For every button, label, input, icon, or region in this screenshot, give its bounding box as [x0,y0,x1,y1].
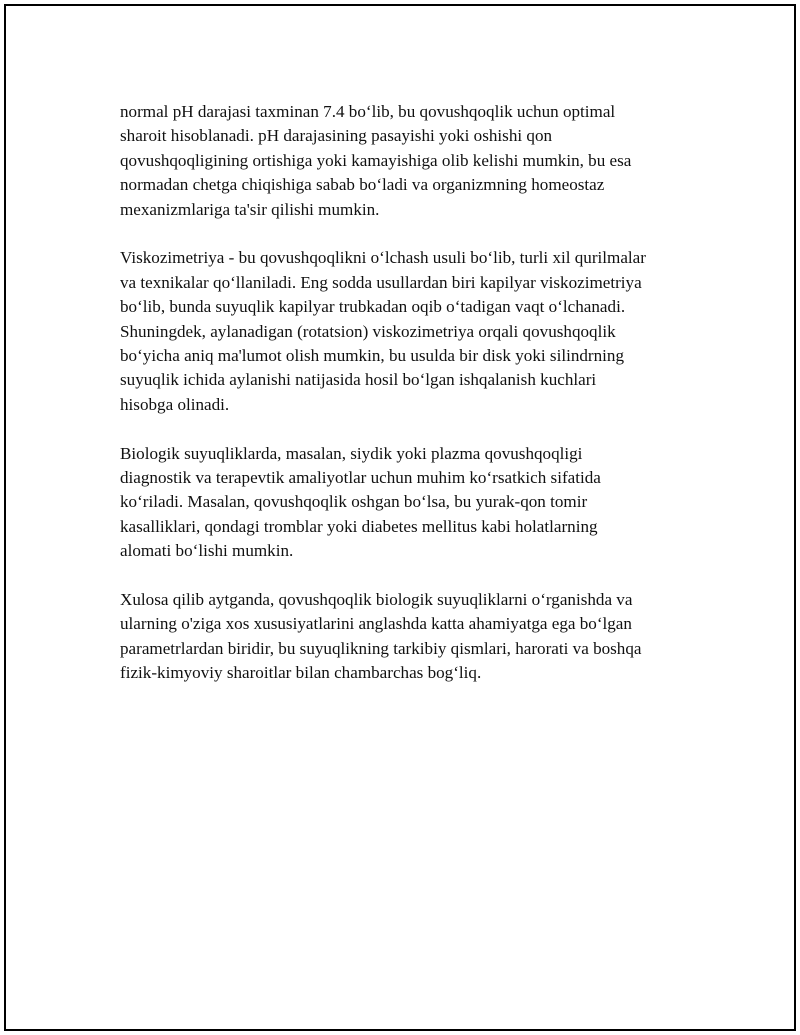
text-line: Biologik suyuqliklarda, masalan, siydik yoki plazma qovushqoqligi [120,443,583,463]
paragraph-4 [120,588,700,686]
paragraph-2 [120,246,700,417]
text-line: mexanizmlariga ta'sir qilishi mumkin. [120,199,380,219]
paragraph-3 [120,442,700,564]
text-line: alomati bo‘lishi mumkin. [120,541,294,561]
page-frame [4,4,796,1031]
text-line: Shuningdek, aylanadigan (rotatsion) viskozimetriya orqali qovushqoqlik [120,321,616,341]
text-line: ko‘riladi. Masalan, qovushqoqlik oshgan bo‘lsa, bu yurak-qon tomir [120,492,588,512]
paragraph-1 [120,100,700,222]
text-line: bo‘lib, bunda suyuqlik kapilyar trubkadan oqib o‘tadigan vaqt o‘lchanadi. [120,297,626,317]
text-line: qovushqoqligining ortishiga yoki kamayishiga olib kelishi mumkin, bu esa [120,150,632,170]
text-line: parametrlardan biridir, bu suyuqlikning tarkibiy qismlari, harorati va boshqa [120,638,642,658]
text-line: kasalliklari, qondagi tromblar yoki diabetes mellitus kabi holatlarning [120,516,598,536]
text-line: normal pH darajasi taxminan 7.4 bo‘lib, bu qovushqoqlik uchun optimal [120,102,616,121]
document-body [120,100,700,710]
text-line: suyuqlik ichida aylanishi natijasida hosil bo‘lgan ishqalanish kuchlari [120,370,597,390]
text-line: hisobga olinadi. [120,394,230,414]
text-line: fizik-kimyoviy sharoitlar bilan chambarchas bog‘liq. [120,663,482,683]
text-line: ularning o'ziga xos xususiyatlarini anglashda katta ahamiyatga ega bo‘lgan [120,614,632,634]
text-line: va texnikalar qo‘llaniladi. Eng sodda usullardan biri kapilyar viskozimetriya [120,272,642,292]
text-line: sharoit hisoblanadi. pH darajasining pasayishi yoki oshishi qon [120,126,553,146]
text-line: bo‘yicha aniq ma'lumot olish mumkin, bu usulda bir disk yoki silindrning [120,346,624,366]
text-line: diagnostik va terapevtik amaliyotlar uchun muhim ko‘rsatkich sifatida [120,468,601,488]
text-line: normadan chetga chiqishiga sabab bo‘ladi va organizmning homeostaz [120,175,605,195]
text-line: Xulosa qilib aytganda, qovushqoqlik biologik suyuqliklarni o‘rganishda va [120,590,633,610]
text-line: Viskozimetriya - bu qovushqoqlikni o‘lchash usuli bo‘lib, turli xil qurilmalar [120,248,646,268]
